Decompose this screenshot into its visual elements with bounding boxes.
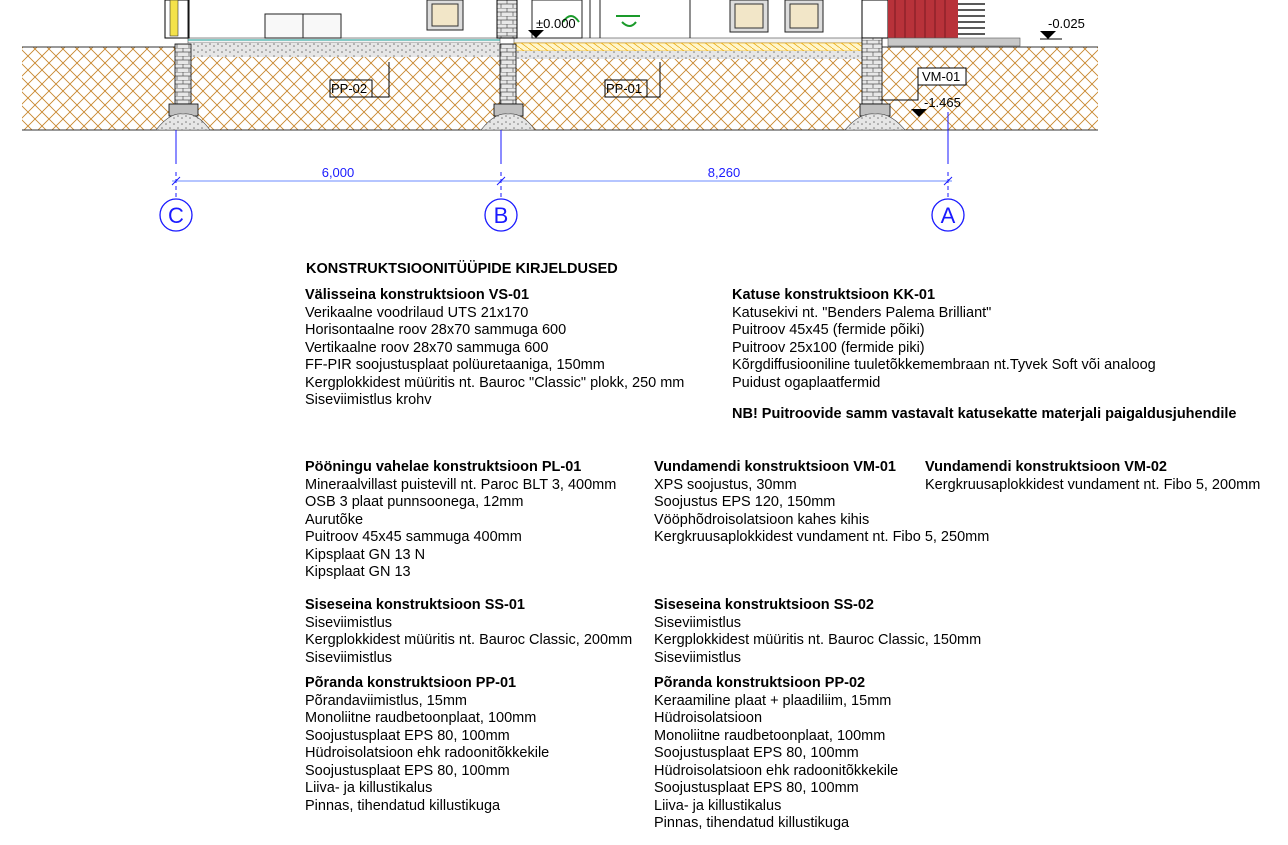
dimension-label-2: 8,260	[707, 165, 741, 180]
ss01-line: Siseviimistlus	[305, 614, 393, 631]
axis-a-label: A	[940, 203, 956, 228]
pl01-line: Kipsplaat GN 13	[305, 564, 411, 580]
pp01-heading: Põranda konstruktsioon PP-01	[305, 675, 517, 691]
ss02-line: Siseviimistlus	[654, 649, 742, 666]
block-pp02	[654, 675, 898, 833]
floor-slab-pp01	[514, 38, 862, 59]
axis-bubble-b	[485, 199, 517, 231]
tag-vm01-label: VM-01	[922, 69, 961, 84]
wall-c	[165, 0, 189, 38]
dimension-label-1: 6,000	[321, 165, 355, 180]
pp02-line: Hüdroisolatsioon	[654, 710, 763, 726]
vm01-line: Kergkruusaplokkidest vundament nt. Fibo 5, 250mm	[654, 529, 990, 545]
level-ground-label: -0.025	[1048, 16, 1085, 31]
pp01-line: Soojustusplaat EPS 80, 100mm	[305, 762, 510, 779]
section-drawing	[0, 0, 1288, 240]
kk01-line: Kõrgdiffusiooniline tuuletõkkemembraan nt.Tyvek Soft või analoog	[732, 357, 1156, 373]
pp02-heading: Põranda konstruktsioon PP-02	[654, 675, 866, 691]
pp02-line: Pinnas, tihendatud killustikuga	[654, 815, 850, 831]
pl01-line: Mineraalvillast puistevill nt. Paroc BLT 3, 400mm	[305, 476, 617, 493]
vs01-line: Vertikaalne roov 28x70 sammuga 600	[305, 339, 549, 356]
vm01-heading: Vundamendi konstruktsioon VM-01	[654, 459, 896, 475]
pp01-line: Liiva- ja killustikalus	[305, 780, 433, 796]
floor-slab-pp02	[188, 38, 500, 57]
pl01-line: Puitroov 45x45 sammuga 400mm	[305, 529, 522, 545]
kk01-line: Puitroov 25x100 (fermide piki)	[732, 339, 925, 356]
wall-a	[862, 0, 1020, 46]
ss01-line: Kergplokkidest müüritis nt. Bauroc Classic, 200mm	[305, 632, 633, 648]
block-ss01	[305, 597, 632, 667]
tag-pp01-label: PP-01	[606, 81, 643, 96]
ss02-line: Kergplokkidest müüritis nt. Bauroc Classic, 150mm	[654, 632, 982, 648]
block-kk01	[732, 287, 1156, 392]
pp02-line: Soojustusplaat EPS 80, 100mm	[654, 780, 859, 796]
vm02-line: Kergkruusaplokkidest vundament nt. Fibo 5, 200mm	[925, 476, 1261, 493]
pl01-line: OSB 3 plaat punnsoonega, 12mm	[305, 494, 524, 510]
level-floor-label: ±0.000	[536, 16, 576, 31]
ss02-line: Siseviimistlus	[654, 614, 742, 631]
ss01-heading: Siseseina konstruktsioon SS-01	[305, 597, 525, 613]
level-foundation-label: -1.465	[924, 95, 961, 110]
vm02-heading: Vundamendi konstruktsioon VM-02	[925, 459, 1167, 475]
pp02-line: Soojustusplaat EPS 80, 100mm	[654, 745, 859, 761]
tag-pp02-label: PP-02	[331, 81, 368, 96]
pp02-line: Keraamiline plaat + plaadiliim, 15mm	[654, 692, 892, 709]
block-pl01	[305, 459, 616, 582]
vm01-line: XPS soojustus, 30mm	[654, 476, 797, 493]
pp01-line: Pinnas, tihendatud killustikuga	[305, 797, 501, 814]
vs01-line: Horisontaalne roov 28x70 sammuga 600	[305, 322, 567, 338]
pl01-line: Aurutõke	[305, 511, 364, 528]
vs01-line: Kergplokkidest müüritis nt. Bauroc "Classic" plokk, 250 mm	[305, 374, 685, 391]
level-marker-ground	[1040, 16, 1085, 39]
pp01-line: Soojustusplaat EPS 80, 100mm	[305, 727, 510, 744]
block-vs01	[305, 287, 684, 410]
axis-bubble-c	[160, 199, 192, 231]
axis-b-label: B	[493, 203, 509, 228]
ss02-heading: Siseseina konstruktsioon SS-02	[654, 597, 874, 613]
block-ss02	[654, 597, 981, 667]
pp01-line: Monoliitne raudbetoonplaat, 100mm	[305, 710, 537, 726]
pp01-line: Hüdroisolatsioon ehk radoonitõkkekile	[305, 745, 550, 761]
axis-c-label: C	[168, 203, 184, 228]
axis-bubble-a	[932, 199, 964, 231]
wall-b	[497, 0, 517, 38]
pl01-heading: Pööningu vahelae konstruktsioon PL-01	[305, 459, 582, 475]
block-pp01	[305, 675, 549, 815]
pl01-line: Kipsplaat GN 13 N	[305, 546, 426, 563]
vs01-line: FF-PIR soojustusplaat polüuretaaniga, 150mm	[305, 357, 605, 373]
kk01-line: Puitroov 45x45 (fermide põiki)	[732, 322, 925, 338]
pp02-line: Liiva- ja killustikalus	[654, 797, 782, 814]
pp02-line: Hüdroisolatsioon ehk radoonitõkkekile	[654, 762, 899, 779]
dimension-line	[172, 165, 952, 185]
pp02-line: Monoliitne raudbetoonplaat, 100mm	[654, 727, 886, 744]
vs01-line: Siseviimistlus krohv	[305, 392, 432, 408]
pp01-line: Põrandaviimistlus, 15mm	[305, 692, 467, 709]
nb-note: NB! Puitroovide samm vastavalt katusekatte materjali paigaldusjuhendile	[732, 406, 1237, 422]
block-vm02	[925, 459, 1260, 494]
vm01-line: Vööphõdroisolatsioon kahes kihis	[654, 511, 870, 528]
vs01-line: Verikaalne voodrilaud UTS 21x170	[305, 304, 529, 321]
ss01-line: Siseviimistlus	[305, 649, 393, 666]
kk01-line: Katusekivi nt. "Benders Palema Brilliant"	[732, 304, 992, 321]
kk01-line: Puidust ogaplaatfermid	[732, 374, 881, 391]
section-title: KONSTRUKTSIOONITÜÜPIDE KIRJELDUSED	[306, 261, 618, 277]
vm01-line: Soojustus EPS 120, 150mm	[654, 494, 836, 510]
vs01-heading: Välisseina konstruktsioon VS-01	[305, 287, 530, 303]
kk01-heading: Katuse konstruktsioon KK-01	[732, 287, 936, 303]
